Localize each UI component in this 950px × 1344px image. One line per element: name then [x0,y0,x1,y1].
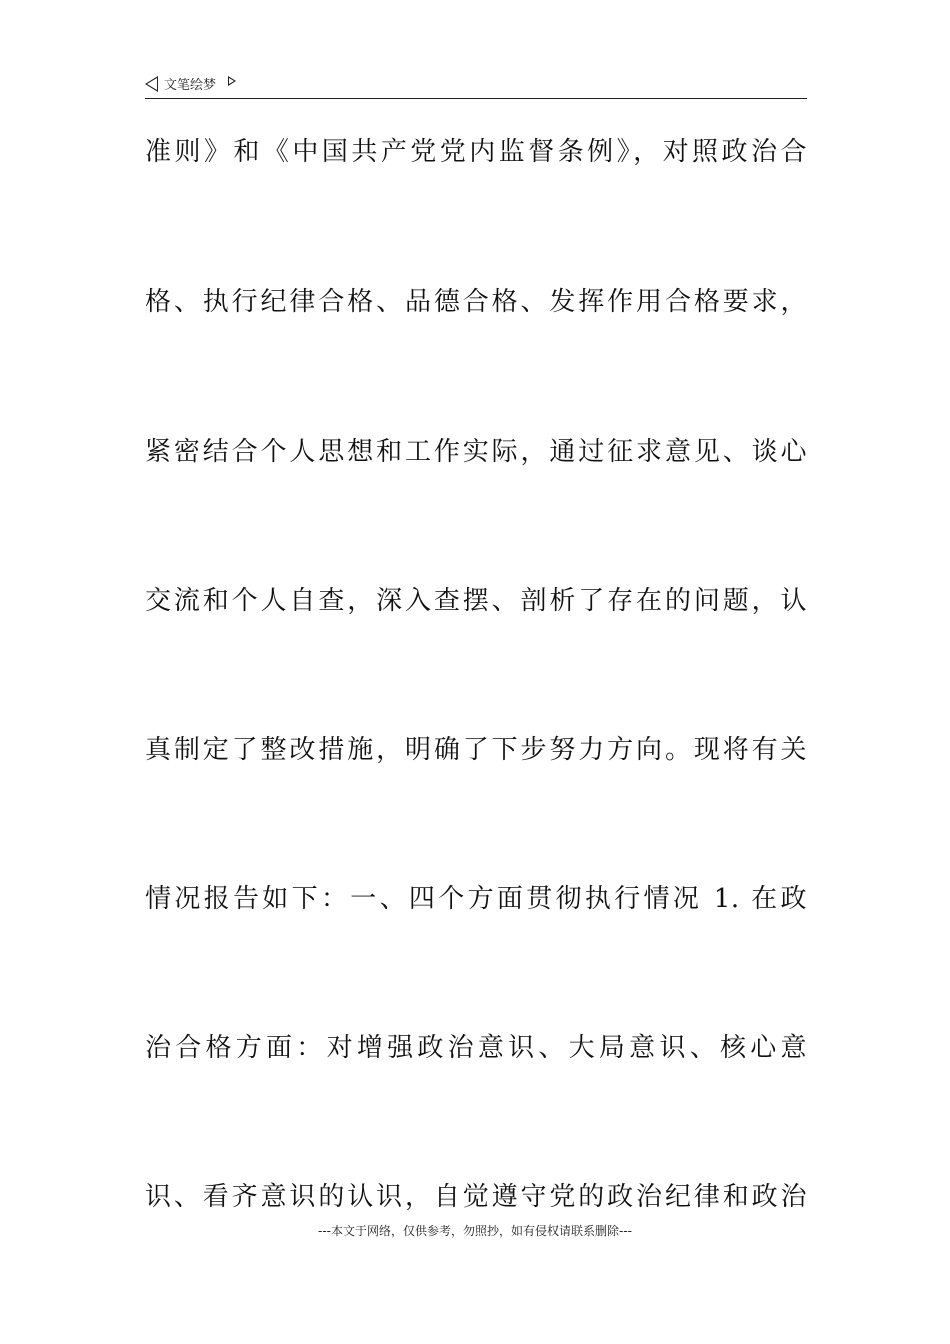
triangle-left-icon [145,76,158,92]
page-header [145,72,807,99]
body-line-6: 情况报告如下：一、四个方面贯彻执行情况 1. 在政 [145,884,807,914]
footer-notice: ---本文于网络，仅供参考，勿照抄，如有侵权请联系删除--- [318,1224,632,1238]
body-line-3: 紧密结合个人思想和工作实际，通过征求意见、谈心 [145,437,807,467]
header-title: 文笔绘梦 [164,78,217,93]
body-line-7: 治合格方面：对增强政治意识、大局意识、核心意 [145,1033,807,1063]
body-line-1: 准则》和《中国共产党党内监督条例》，对照政治合 [145,137,807,167]
body-line-5: 真制定了整改措施，明确了下步努力方向。现将有关 [145,735,807,765]
body-line-8: 识、看齐意识的认识，自觉遵守党的政治纪律和政治 [145,1182,807,1212]
triangle-right-icon [228,76,236,86]
body-line-4: 交流和个人自查，深入查摆、剖析了存在的问题，认 [145,586,807,616]
body-line-2: 格、执行纪律合格、品德合格、发挥作用合格要求， [145,287,807,317]
header-brand [145,74,236,93]
